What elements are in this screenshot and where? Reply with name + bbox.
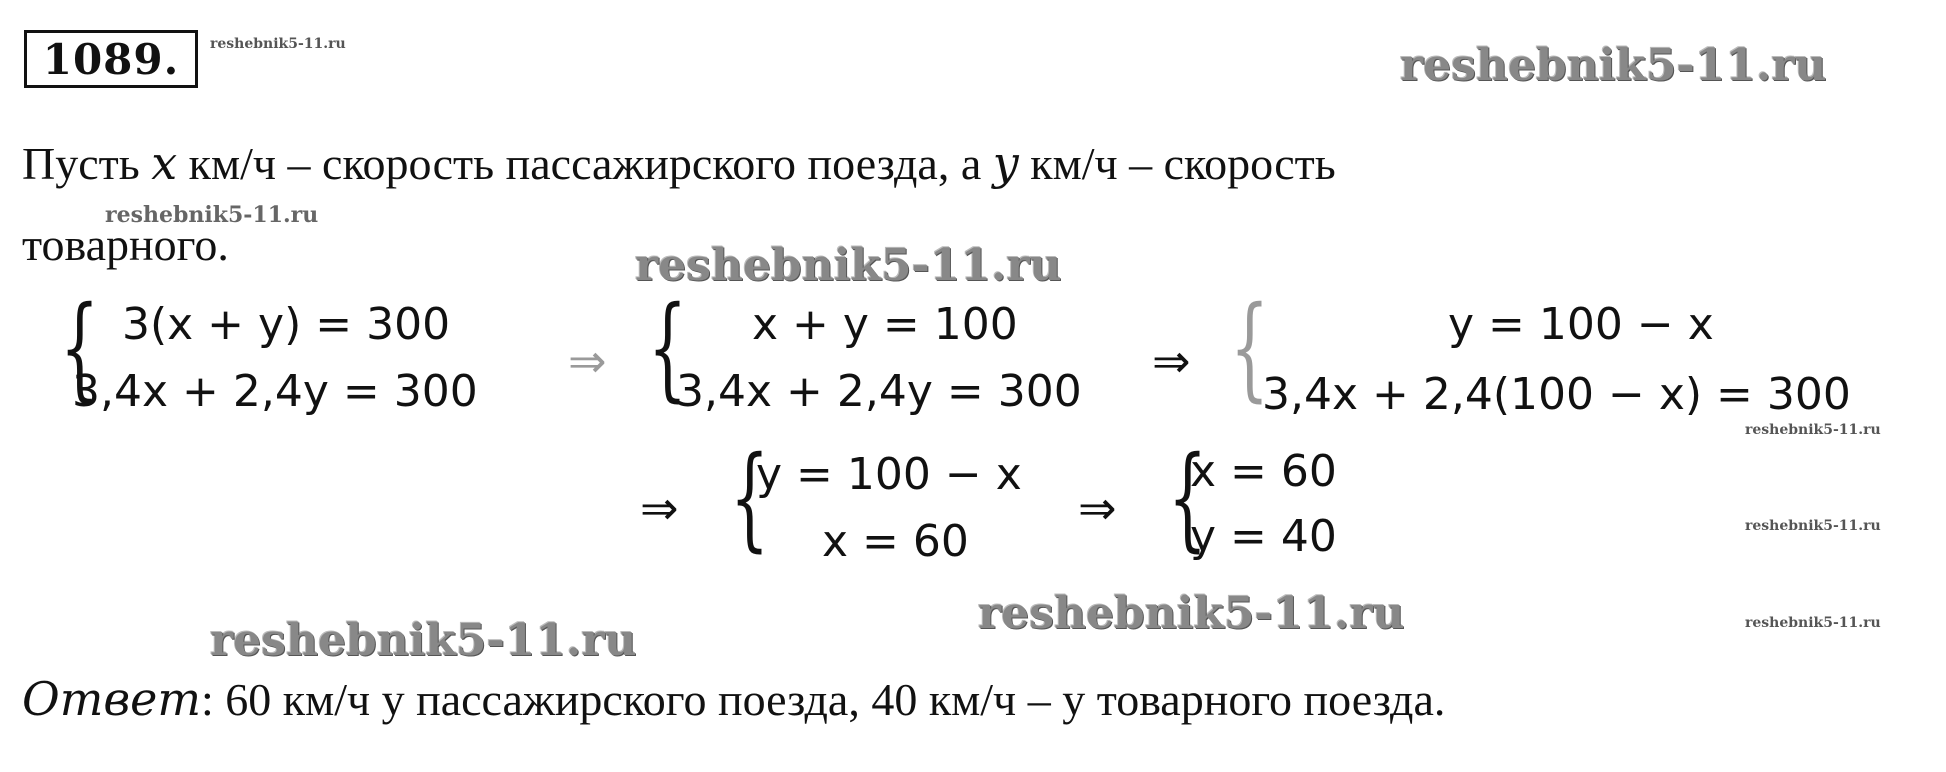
problem-number: 1089. [24,30,198,88]
watermark: reshebnik5-11.ru [1745,615,1881,631]
implies-arrow: ⇒ [640,481,679,535]
watermark: reshebnik5-11.ru [1745,518,1881,534]
system-brace: { [1230,283,1270,413]
answer-label: Ответ [22,672,201,726]
answer-line [22,672,1446,726]
system-1-eq-1: 3(x + y) = 300 [122,299,451,350]
watermark: reshebnik5-11.ru [210,36,346,52]
watermark: reshebnik5-11.ru [1745,422,1881,438]
intro-text: км/ч – скорость [1018,138,1336,189]
watermark: reshebnik5-11.ru [978,588,1405,639]
watermark: reshebnik5-11.ru [210,615,637,666]
implies-arrow: ⇒ [1152,334,1191,388]
watermark: reshebnik5-11.ru [105,202,319,228]
system-brace: { [60,283,100,413]
intro-line-2: товарного. [22,219,229,270]
system-4-eq-2: x = 60 [822,516,969,567]
system-brace: { [1168,433,1208,563]
system-brace: { [648,283,688,413]
system-2-eq-2: 3,4x + 2,4y = 300 [676,366,1082,417]
system-2-eq-1: x + y = 100 [752,299,1018,350]
variable-y: y [992,136,1019,190]
system-5-eq-2: y = 40 [1190,511,1337,562]
system-3-eq-1: y = 100 − x [1448,299,1714,350]
system-brace: { [730,433,770,563]
system-3-eq-2: 3,4x + 2,4(100 − x) = 300 [1262,369,1851,420]
system-4-eq-1: y = 100 − x [756,449,1022,500]
watermark: reshebnik5-11.ru [1400,40,1827,91]
intro-text: км/ч – скорость пассажирского поезда, а [177,138,993,189]
watermark: reshebnik5-11.ru [635,240,1062,291]
intro-text: Пусть [22,138,152,189]
system-1-eq-2: 3,4x + 2,4y = 300 [72,366,478,417]
system-5-eq-1: x = 60 [1190,446,1337,497]
intro-line-1 [22,136,1336,190]
implies-arrow: ⇒ [1078,481,1117,535]
implies-arrow: ⇒ [568,334,607,388]
answer-text: : 60 км/ч у пассажирского поезда, 40 км/ч – у товарного поезда. [200,674,1446,725]
variable-x: x [151,136,178,190]
